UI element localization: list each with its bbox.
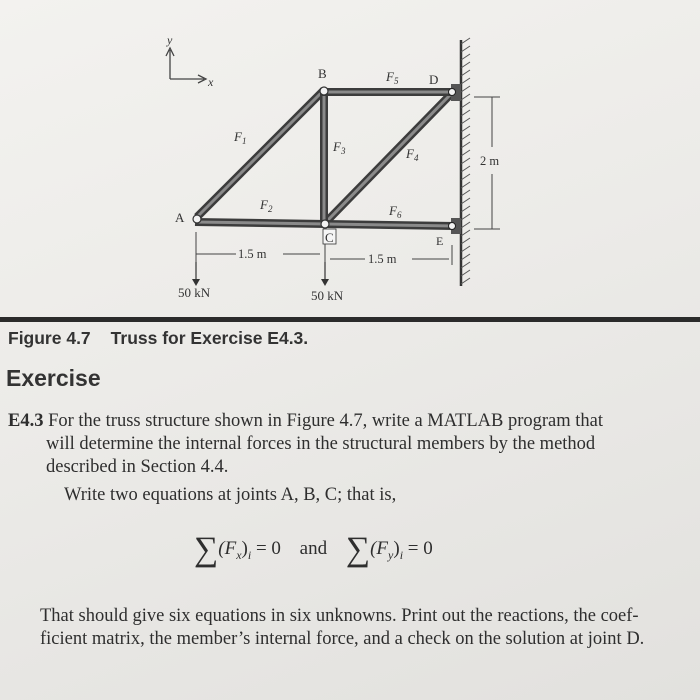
load-c-label: 50 kN bbox=[311, 288, 344, 303]
member-f4-label: $F_4$ bbox=[406, 146, 419, 163]
exercise-body bbox=[8, 410, 688, 479]
section-title: Exercise bbox=[6, 365, 101, 391]
member-f6-label: $F_6$ bbox=[389, 203, 402, 220]
node-e-label: E bbox=[436, 234, 444, 248]
exercise-line-2: will determine the internal forces in the structural members by the method bbox=[46, 434, 596, 454]
exercise-line-3: described in Section 4.4. bbox=[46, 457, 229, 477]
axes-indicator bbox=[166, 48, 206, 83]
node-a-label: A bbox=[175, 210, 185, 225]
figure-caption bbox=[8, 328, 308, 349]
dimension-height: 2 m bbox=[480, 154, 500, 168]
member-f3-label: $F_3$ bbox=[333, 139, 346, 156]
sum-symbol: ∑ bbox=[194, 531, 219, 568]
node-c-label: C bbox=[325, 230, 334, 245]
truss-figure bbox=[0, 0, 700, 312]
load-arrows bbox=[192, 262, 329, 286]
closing-line-2: ficient matrix, the member’s internal force, and a check on the solution at joint D. bbox=[40, 629, 645, 649]
exercise-line-1: For the truss structure shown in Figure 4.7, write a MATLAB program that bbox=[48, 411, 604, 431]
caption-title: Truss for Exercise E4.3. bbox=[110, 328, 309, 348]
caption-label: Figure 4.7 bbox=[8, 328, 91, 348]
exercise-instruction: Write two equations at joints A, B, C; that is, bbox=[64, 485, 397, 505]
member-f1-label: $F_1$ bbox=[234, 129, 247, 146]
axis-x-label: x bbox=[208, 75, 214, 89]
exercise-number: E4.3 bbox=[8, 411, 44, 431]
member-f2-label: $F_2$ bbox=[260, 197, 273, 214]
closing-line-1: That should give six equations in six unknowns. Print out the reactions, the coef- bbox=[40, 606, 639, 626]
dimension-left: 1.5 m bbox=[238, 247, 267, 261]
equation-connector: and bbox=[299, 538, 328, 559]
dimension-lines bbox=[196, 97, 500, 265]
node-b-label: B bbox=[318, 66, 327, 81]
sum-symbol: ∑ bbox=[345, 531, 371, 568]
exercise-closing bbox=[40, 605, 690, 651]
joint-c bbox=[321, 220, 329, 228]
section-divider bbox=[0, 317, 700, 322]
support-wall bbox=[461, 38, 470, 286]
member-f4 bbox=[327, 93, 452, 221]
load-a-label: 50 kN bbox=[178, 285, 211, 300]
joint-b bbox=[320, 87, 328, 95]
joint-a bbox=[193, 215, 201, 223]
equilibrium-equations: $\sum(F_x)_i = 0$ and $\sum(F_y)_i = 0$ bbox=[194, 531, 433, 568]
axis-y-label: y bbox=[167, 33, 173, 47]
node-d-label: D bbox=[429, 72, 439, 87]
member-f5-label: $F_5$ bbox=[386, 69, 399, 86]
dimension-right: 1.5 m bbox=[368, 252, 397, 266]
